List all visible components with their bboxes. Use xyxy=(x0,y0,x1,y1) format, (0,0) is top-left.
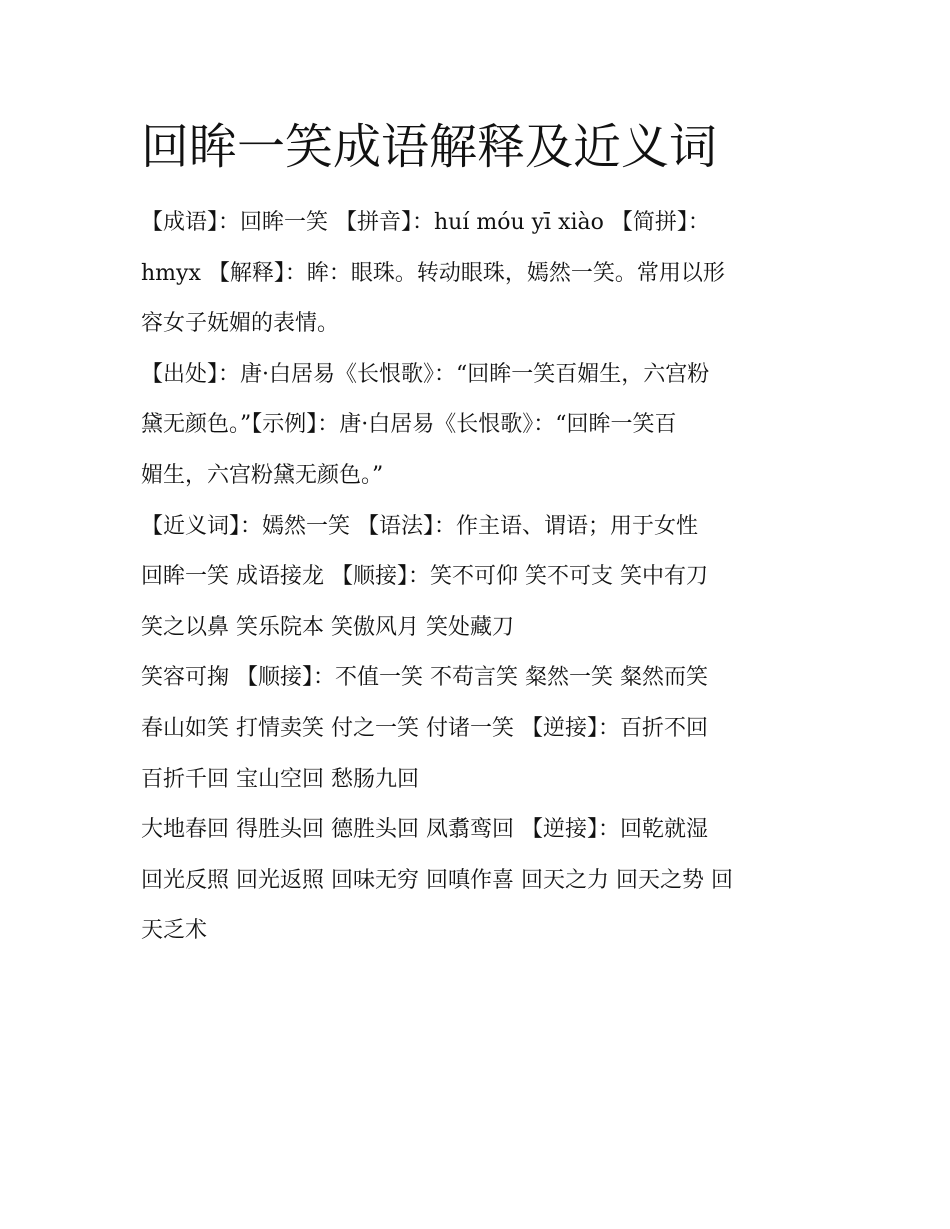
body-line: 回眸一笑 成语接龙 【顺接】：笑不可仰 笑不可支 笑中有刀 xyxy=(141,564,708,590)
body-line: 【近义词】：嫣然一笑 【语法】：作主语、谓语；用于女性 xyxy=(141,513,698,539)
body-line: 黛无颜色。”【示例】：唐·白居易《长恨歌》：“回眸一笑百 xyxy=(141,412,677,438)
body-line: 天乏术 xyxy=(141,918,208,944)
body-line: hmyx 【解释】：眸：眼珠。转动眼珠，嫣然一笑。常用以形 xyxy=(141,260,725,286)
body-line: 【成语】：回眸一笑 【拼音】：huí móu yī xiào 【简拼】： xyxy=(141,210,710,235)
body-line: 春山如笑 打情卖笑 付之一笑 付诸一笑 【逆接】：百折不回 xyxy=(141,715,708,741)
body-line: 大地春回 得胜头回 德胜头回 凤翥鸾回 【逆接】：回乾就湿 xyxy=(141,817,708,843)
document-body xyxy=(141,198,821,957)
document-title: 回眸一笑成语解释及近义词 xyxy=(141,119,718,175)
body-line: 百折千回 宝山空回 愁肠九回 xyxy=(141,766,419,792)
body-line: 笑之以鼻 笑乐院本 笑傲风月 笑处藏刀 xyxy=(141,614,514,640)
body-line: 笑容可掬 【顺接】：不值一笑 不苟言笑 粲然一笑 粲然而笑 xyxy=(141,665,708,691)
body-line: 容女子妩媚的表情。 xyxy=(141,311,340,337)
body-line: 【出处】：唐·白居易《长恨歌》：“回眸一笑百媚生，六宫粉 xyxy=(141,361,710,387)
body-line: 回光反照 回光返照 回味无穷 回嗔作喜 回天之力 回天之势 回 xyxy=(141,867,733,893)
body-line: 媚生，六宫粉黛无颜色。” xyxy=(141,462,384,488)
